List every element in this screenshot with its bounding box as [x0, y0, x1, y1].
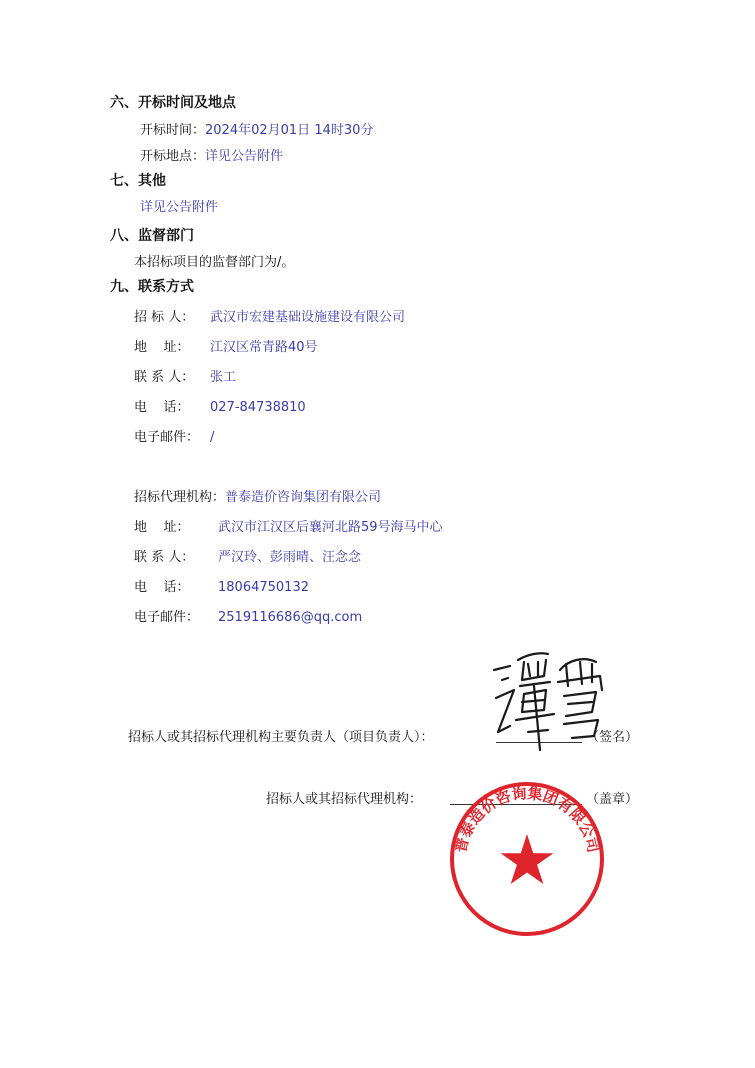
bid-opening-time-value: 2024年02月01日 14时30分 [205, 123, 374, 138]
bid-opening-place-row [140, 145, 283, 164]
seal-text: 普泰造价咨询集团有限公司 [451, 784, 603, 855]
other-text: 详见公告附件 [140, 200, 219, 215]
tenderer-phone-value: 027-84738810 [210, 400, 306, 415]
agency-contact-label: 联 系 人： [134, 550, 195, 565]
signer-label: 招标人或其招标代理机构主要负责人（项目负责人）： [128, 730, 434, 745]
bid-opening-place-value: 详见公告附件 [205, 149, 284, 164]
section-9-heading: 九、联系方式 [110, 279, 194, 295]
section-7-heading: 七、其他 [110, 173, 166, 189]
handwritten-signature [488, 640, 613, 752]
tenderer-address-label: 地 址： [134, 340, 190, 355]
tenderer-contact-label: 联 系 人： [134, 370, 195, 385]
signature-suffix: （签名） [586, 730, 639, 745]
section-8-heading: 八、监督部门 [110, 228, 194, 244]
tenderer-email-row [134, 426, 214, 445]
agency-email-value: 2519116686@qq.com [218, 610, 363, 625]
agency-contact-row [134, 546, 361, 565]
tenderer-name-row [134, 306, 405, 325]
tenderer-phone-row [134, 396, 306, 415]
agency-email-row [134, 606, 362, 625]
agency-phone-row [134, 576, 309, 595]
bid-opening-time-label: 开标时间： [140, 123, 206, 138]
tenderer-address-row [134, 336, 318, 355]
organization-label: 招标人或其招标代理机构： [266, 792, 423, 807]
agency-contact-value: 严汉玲、彭雨晴、汪念念 [218, 550, 362, 565]
tenderer-email-label: 电子邮件： [134, 430, 200, 445]
tenderer-name-label: 招 标 人： [134, 310, 195, 325]
tenderer-name-value: 武汉市宏建基础设施建设有限公司 [210, 310, 406, 325]
agency-address-label: 地 址： [134, 520, 190, 535]
tenderer-contact-value: 张工 [210, 370, 237, 385]
tenderer-contact-row [134, 366, 236, 385]
bid-opening-time-row [140, 119, 373, 138]
supervision-text: 本招标项目的监督部门为/。 [134, 255, 295, 270]
agency-email-label: 电子邮件： [134, 610, 200, 625]
agency-name-row [134, 486, 381, 505]
bid-opening-place-label: 开标地点： [140, 149, 206, 164]
agency-phone-label: 电 话： [134, 580, 190, 595]
agency-name-label: 招标代理机构： [134, 490, 226, 505]
tenderer-phone-label: 电 话： [134, 400, 190, 415]
agency-address-row [134, 516, 443, 535]
section-6-heading: 六、开标时间及地点 [110, 95, 236, 111]
agency-phone-value: 18064750132 [218, 580, 309, 595]
company-seal [448, 780, 606, 938]
tenderer-address-value: 江汉区常青路40号 [210, 340, 318, 355]
stamp-suffix: （盖章） [586, 792, 639, 807]
tenderer-email-value: / [210, 430, 215, 445]
agency-address-value: 武汉市江汉区后襄河北路59号海马中心 [218, 520, 443, 535]
agency-name-value: 普泰造价咨询集团有限公司 [225, 490, 382, 505]
